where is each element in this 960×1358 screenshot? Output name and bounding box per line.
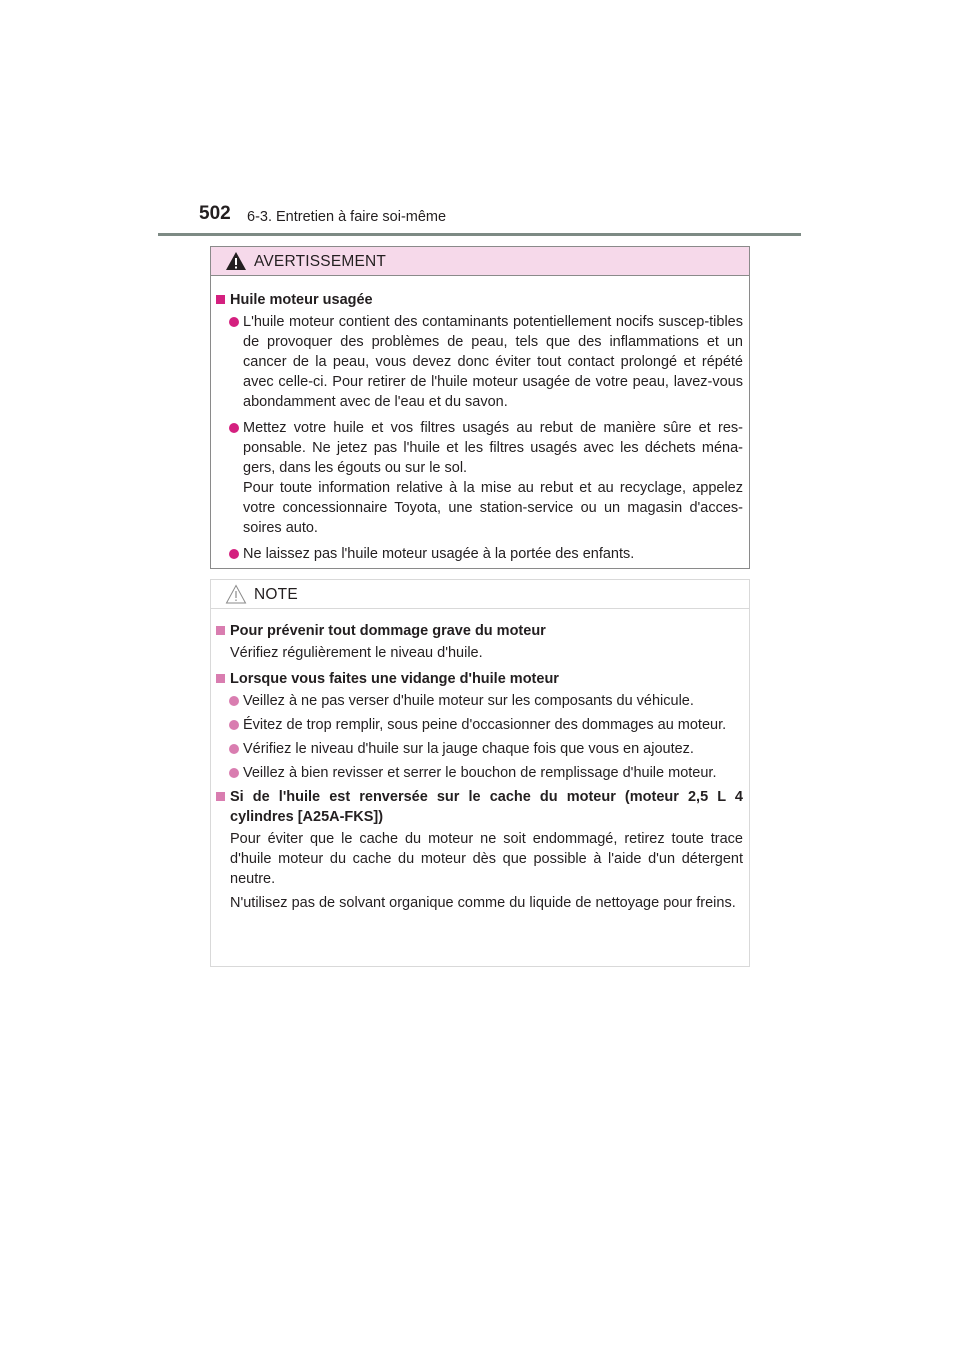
caution-triangle-icon bbox=[225, 584, 247, 604]
square-bullet-icon bbox=[216, 792, 225, 801]
note-box bbox=[210, 579, 750, 967]
round-bullet-icon bbox=[229, 423, 239, 433]
list-item bbox=[215, 544, 743, 564]
warning-heading bbox=[215, 290, 743, 310]
list-item-continuation bbox=[215, 478, 743, 538]
warning-header bbox=[211, 247, 749, 276]
list-item bbox=[215, 312, 743, 412]
square-bullet-icon bbox=[216, 626, 225, 635]
header-rule bbox=[158, 233, 801, 236]
round-bullet-icon bbox=[229, 744, 239, 754]
warning-triangle-icon bbox=[225, 251, 247, 271]
square-bullet-icon bbox=[216, 674, 225, 683]
section-title: 6-3. Entretien à faire soi-même bbox=[247, 209, 447, 225]
note-heading bbox=[215, 787, 743, 827]
note-paragraph: Pour éviter que le cache du moteur ne soit endommagé, retirez toute trace d'huile moteur du cache du moteur dès que possible à l'aide d'un détergent neutre. bbox=[230, 831, 743, 887]
list-item bbox=[215, 418, 743, 478]
warning-label: AVERTISSEMENT bbox=[254, 253, 387, 270]
note-heading-text: Si de l'huile est renversée sur le cache du moteur (moteur 2,5 L 4 cylindres [A25A-FKS]) bbox=[230, 789, 743, 825]
round-bullet-icon bbox=[229, 317, 239, 327]
round-bullet-icon bbox=[229, 549, 239, 559]
list-item bbox=[215, 691, 743, 711]
list-item-text: Veillez à ne pas verser d'huile moteur sur les composants du véhicule. bbox=[243, 693, 694, 709]
round-bullet-icon bbox=[229, 696, 239, 706]
list-item-text: Vérifiez le niveau d'huile sur la jauge chaque fois que vous en ajoutez. bbox=[243, 741, 694, 757]
note-label: NOTE bbox=[254, 586, 298, 603]
note-paragraph: Vérifiez régulièrement le niveau d'huile. bbox=[230, 645, 483, 661]
note-header bbox=[211, 580, 749, 609]
note-heading bbox=[215, 621, 743, 641]
round-bullet-icon bbox=[229, 768, 239, 778]
list-item-text: L'huile moteur contient des contaminants potentiellement nocifs suscep-tibles de provoquer des problèmes de peau, tels que des inflammations et un cancer de la peau, vous devez donc éviter tout contact prolongé et répété avec celle-ci. Pour retirer de l'huile moteur usagée de votre peau, lavez-vous abondamment avec de l'eau et du savon. bbox=[243, 314, 743, 410]
list-item-text: Ne laissez pas l'huile moteur usagée à la portée des enfants. bbox=[243, 546, 635, 562]
note-heading-text: Pour prévenir tout dommage grave du moteur bbox=[230, 623, 546, 639]
list-item bbox=[215, 739, 743, 759]
list-item-text: Mettez votre huile et vos filtres usagés au rebut de manière sûre et res-ponsable. Ne jetez pas l'huile et les filtres usagés avec les déchets ména-gers, dans les égouts ou sur le sol. bbox=[243, 420, 743, 476]
warning-box bbox=[210, 246, 750, 569]
round-bullet-icon bbox=[229, 720, 239, 730]
list-item-text: Pour toute information relative à la mise au rebut et au recyclage, appelez votre concessionnaire Toyota, une station-service ou un magasin d'acces-soires auto. bbox=[243, 480, 743, 536]
warning-heading-text: Huile moteur usagée bbox=[230, 292, 373, 308]
list-item bbox=[215, 763, 743, 783]
note-heading-text: Lorsque vous faites une vidange d'huile moteur bbox=[230, 671, 559, 687]
list-item-text: Veillez à bien revisser et serrer le bouchon de remplissage d'huile moteur. bbox=[243, 765, 717, 781]
list-item-text: Évitez de trop remplir, sous peine d'occasionner des dommages au moteur. bbox=[243, 717, 727, 733]
square-bullet-icon bbox=[216, 295, 225, 304]
page-number: 502 bbox=[199, 203, 231, 224]
note-paragraph: N'utilisez pas de solvant organique comme du liquide de nettoyage pour freins. bbox=[230, 895, 736, 911]
note-heading bbox=[215, 669, 743, 689]
list-item bbox=[215, 715, 743, 735]
